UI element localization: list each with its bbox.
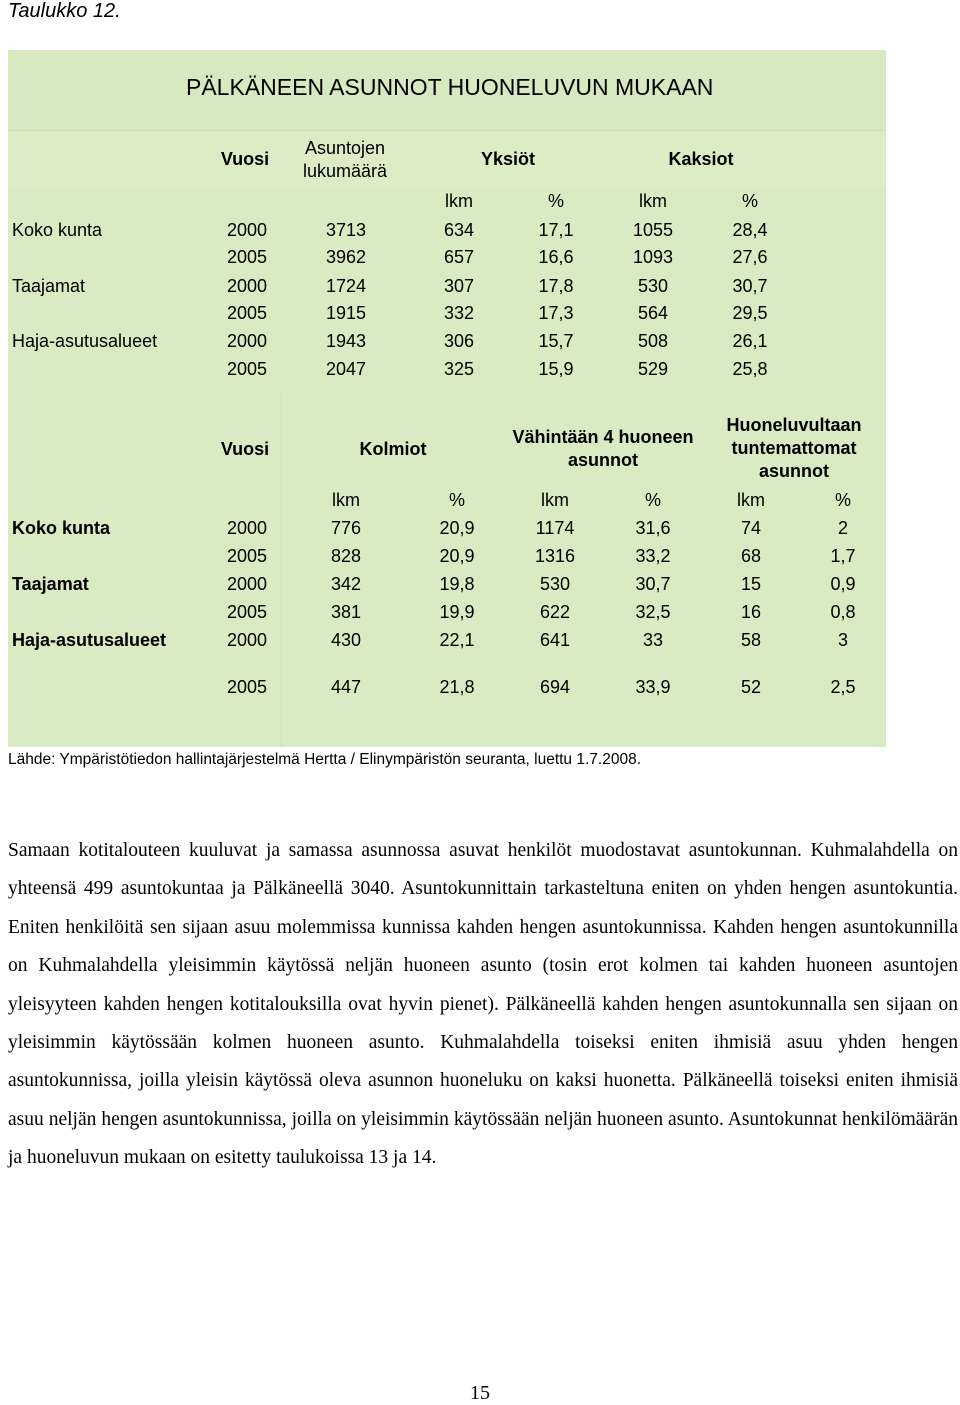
t1-row-label: Haja-asutusalueet [12,331,158,351]
t2-cell: 20,9 [439,518,475,538]
t1-cell: 17,8 [538,276,574,296]
table-caption: Taulukko 12. [8,0,121,22]
t2-cell: 622 [539,602,571,622]
t1-cell: 2000 [226,220,268,240]
t2-cell: 0,8 [830,602,856,622]
t2-subheader: lkm [737,490,765,510]
t1-cell: 1915 [325,303,367,323]
t1-cell: 564 [637,303,669,323]
t2-cell: 19,9 [439,602,475,622]
t2-cell: 33 [642,630,664,650]
t2-cell: 2000 [226,518,268,538]
t1-header-yksiot: Yksiöt [480,149,536,169]
t1-cell: 2005 [226,303,268,323]
t1-cell: 2047 [325,359,367,379]
body-paragraph: Samaan kotitalouteen kuuluvat ja samassa asunnossa asuvat henkilöt muodostavat asuntokunnan. Kuhmalahdella on yhteensä 499 asuntokuntaa ja Pälkäneellä 3040. Asuntokunnittain tarkasteltuna eniten on yhden hengen asuntokuntia. Eniten henkilöitä sen sijaan asuu molemmissa kunnissa kahden hengen asuntokunnissa. Kahden hengen asuntokunnilla on Kuhmalahdella yleisimmin käytössä neljän huoneen asunto (tosin erot kolmen tai kahden huoneen asuntojen yleisyyteen kahden hengen kotitalouksilla ovat hyvin pienet). Pälkäneellä kahden hengen asuntokunnalla sen sijaan on yleisimmin käytössään kolmen huoneen asunto. Kuhmalahdella toiseksi eniten ihmisiä asuu yhden hengen asuntokunnissa, joilla yleisin käytössä oleva asunnon huoneluku on kaksi huonetta. Pälkäneellä toiseksi eniten ihmisiä asuu neljän hengen asuntokunnissa, joilla on yleisimmin käytössään neljän huoneen asunto. Asuntokunnat henkilömäärän ja huoneluvun mukaan on esitetty taulukoissa 13 ja 14. [8,840,958,1169]
t2-header-tuntemattomat: Huoneluvultaan tuntemattomat asunnot [726,415,862,481]
t2-cell: 430 [330,630,362,650]
t1-cell: 1943 [325,331,367,351]
t1-cell: 1724 [325,276,367,296]
table-title: PÄLKÄNEEN ASUNNOT HUONELUVUN MUKAAN [186,74,714,100]
t2-cell: 1,7 [830,546,856,566]
t2-header-kolmiot: Kolmiot [359,439,427,459]
t2-cell: 342 [330,574,362,594]
t1-cell: 17,3 [538,303,574,323]
t1-cell: 325 [443,359,475,379]
t1-header-vuosi: Vuosi [220,149,270,169]
t2-row-label: Taajamat [12,574,89,594]
t2-cell: 22,1 [439,630,475,650]
t2-cell: 2005 [226,602,268,622]
t2-cell: 20,9 [439,546,475,566]
t1-cell: 25,8 [732,359,768,379]
t2-cell: 2000 [226,574,268,594]
t2-subheader: % [448,490,466,510]
t1-cell: 26,1 [732,331,768,351]
t1-row-label: Koko kunta [12,220,103,240]
t1-cell: 1055 [632,220,674,240]
t2-cell: 19,8 [439,574,475,594]
t1-cell: 306 [443,331,475,351]
t2-cell: 641 [539,630,571,650]
t2-cell: 32,5 [635,602,671,622]
t2-cell: 31,6 [635,518,671,538]
t2-subheader: % [644,490,662,510]
t1-cell: 307 [443,276,475,296]
t1-subheader: % [741,191,759,211]
t2-cell: 1174 [535,518,575,538]
t1-row-label: Taajamat [12,276,86,296]
t2-cell: 52 [740,677,762,697]
t2-cell: 2 [837,518,849,538]
t1-cell: 1093 [632,247,674,267]
t2-cell: 776 [330,518,362,538]
t1-cell: 16,6 [538,247,574,267]
t1-cell: 17,1 [538,220,574,240]
t1-cell: 634 [443,220,475,240]
t1-header-asuntojen: Asuntojen lukumäärä [302,138,388,181]
t2-header-vah4: Vähintään 4 huoneen asunnot [512,427,694,470]
t1-cell: 508 [637,331,669,351]
t2-cell: 530 [539,574,571,594]
t2-cell: 3 [837,630,849,650]
t1-subheader: lkm [639,191,667,211]
t1-cell: 332 [443,303,475,323]
t2-subheader: lkm [332,490,360,510]
page-number: 15 [470,1382,490,1404]
t1-cell: 30,7 [732,276,768,296]
t2-cell: 694 [539,677,571,697]
t2-cell: 2,5 [830,677,856,697]
t1-header-kaksiot: Kaksiot [668,149,734,169]
t1-cell: 15,7 [538,331,574,351]
t1-cell: 29,5 [732,303,768,323]
t2-subheader: lkm [541,490,569,510]
t1-cell: 2000 [226,276,268,296]
t1-subheader: lkm [445,191,473,211]
t2-cell: 33,2 [635,546,671,566]
t1-cell: 657 [443,247,475,267]
t1-cell: 3962 [325,247,367,267]
t1-cell: 27,6 [732,247,768,267]
t1-cell: 28,4 [732,220,768,240]
t1-subheader: % [547,191,565,211]
t2-cell: 0,9 [830,574,856,594]
t2-cell: 828 [330,546,362,566]
t2-cell: 21,8 [439,677,475,697]
t2-cell: 2005 [226,546,268,566]
t2-subheader: % [834,490,852,510]
t2-cell: 447 [330,677,362,697]
t2-cell: 2005 [226,677,268,697]
t2-row-label: Koko kunta [12,518,111,538]
t1-cell: 529 [637,359,669,379]
t2-cell: 15 [740,574,762,594]
source-note: Lähde: Ympäristötiedon hallintajärjestelmä Hertta / Elinympäristön seuranta, luettu 1.7.2008. [8,751,641,768]
header-band [8,131,886,187]
t2-cell: 33,9 [635,677,671,697]
t2-cell: 30,7 [635,574,671,594]
t2-cell: 1316 [534,546,576,566]
t2-cell: 2000 [226,630,268,650]
t1-cell: 15,9 [538,359,574,379]
t2-cell: 68 [740,546,762,566]
t2-cell: 58 [740,630,762,650]
t2-row-label: Haja-asutusalueet [12,630,167,650]
t2-header-vuosi: Vuosi [220,439,270,459]
t1-cell: 2000 [226,331,268,351]
t2-cell: 16 [740,602,762,622]
t2-cell: 381 [330,602,362,622]
t1-cell: 2005 [226,359,268,379]
t2-cell: 74 [740,518,762,538]
t1-cell: 3713 [325,220,367,240]
t1-cell: 530 [637,276,669,296]
t1-cell: 2005 [226,247,268,267]
